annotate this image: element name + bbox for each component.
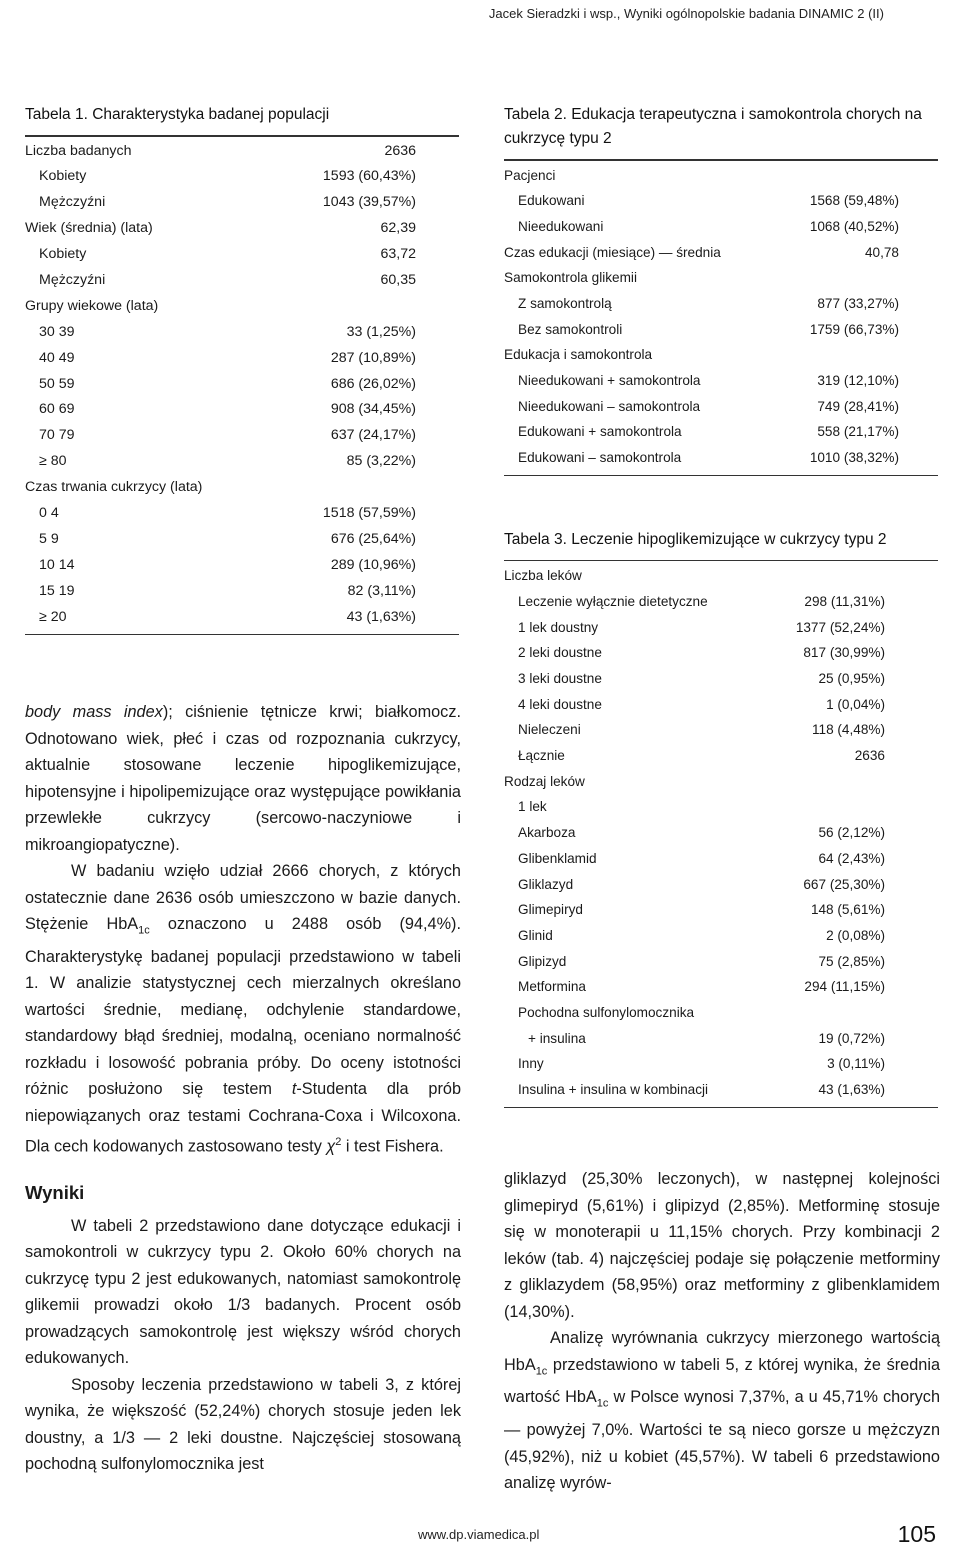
table-row <box>504 692 940 718</box>
row-label: Mężczyźni <box>39 271 106 288</box>
row-label: 4 leki doustne <box>518 696 602 712</box>
table-row <box>504 163 940 189</box>
row-value: 62,39 <box>380 220 416 237</box>
row-value: 2 (0,08%) <box>826 927 885 943</box>
table-row <box>504 794 940 820</box>
row-value: 908 (34,45%) <box>330 401 416 418</box>
footer-url: www.dp.viamedica.pl <box>418 1527 540 1542</box>
row-label: Rodzaj leków <box>504 773 585 789</box>
row-label: Mężczyźni <box>39 194 106 211</box>
table-row <box>504 974 940 1000</box>
table1-bottom-rule <box>25 634 459 635</box>
row-label: Edukacja i samokontrola <box>504 347 653 363</box>
row-label: Grupy wiekowe (lata) <box>25 297 159 314</box>
row-label: Pacjenci <box>504 167 556 183</box>
table-row <box>504 743 940 769</box>
table-row <box>504 240 940 266</box>
table-row <box>25 268 461 294</box>
table2-caption: Tabela 2. Edukacja terapeutyczna i samokontrola chorych na cukrzycę typu 2 <box>504 106 922 147</box>
table-row <box>25 475 461 501</box>
row-value: 817 (30,99%) <box>803 645 885 661</box>
paragraph-results-1: W tabeli 2 przedstawiono dane dotyczące edukacji i samokontroli w cukrzycy typu 2. Około 60% chorych na cukrzycę typu 2 jest edukowanych, natomiast samokontrolę glikemii prowadzi około 1/3 badanych. Procent osób prowadzących samokontrolę jest większy wśród chorych edukowanych. <box>25 1216 461 1368</box>
row-value: 1759 (66,73%) <box>809 321 899 337</box>
table-row <box>504 1000 940 1026</box>
table-row <box>504 923 940 949</box>
row-value: 82 (3,11%) <box>347 582 416 599</box>
row-value: 558 (21,17%) <box>817 424 899 440</box>
table-row <box>504 317 940 343</box>
left-column <box>25 103 461 635</box>
row-value: 1068 (40,52%) <box>809 218 899 234</box>
paragraph-right-1: gliklazyd (25,30% leczonych), w następnej kolejności glimepiryd (5,61%) i glipizyd (2,85%). Metforminę stosuje się w monoterapii u 11,15% chorych. Przy kombinacji 2 leków (tab. 4) najczęściej podaje się połączenie metforminy z gliklazydem (58,95%) oraz metforminy z glibenklamidem (14,30%). <box>504 1170 940 1321</box>
row-value: 289 (10,96%) <box>330 556 416 573</box>
row-label: 10 14 <box>39 556 75 573</box>
row-label: Glinid <box>518 927 553 943</box>
table-row <box>504 291 940 317</box>
running-head: Jacek Sieradzki i wsp., Wyniki ogólnopolskie badania DINAMIC 2 (II) <box>488 6 884 21</box>
section-heading-wyniki: Wyniki <box>25 1182 85 1204</box>
left-body-text <box>25 699 461 1478</box>
row-label: Gliklazyd <box>518 876 574 892</box>
table-row <box>504 615 940 641</box>
table-row <box>504 820 940 846</box>
page-number: 105 <box>897 1521 936 1547</box>
table-row <box>504 589 940 615</box>
row-value: 63,72 <box>380 246 416 263</box>
row-label: Wiek (średnia) (lata) <box>25 220 153 237</box>
row-value: 43 (1,63%) <box>346 608 416 625</box>
row-label: 15 19 <box>39 582 75 599</box>
row-label: Kobiety <box>39 168 87 185</box>
table-row <box>25 190 461 216</box>
table-row <box>25 346 461 372</box>
row-label: Liczba leków <box>504 568 582 584</box>
row-value: 60,35 <box>380 271 416 288</box>
row-label: Kobiety <box>39 246 87 263</box>
table-row <box>25 423 461 449</box>
row-label: Inny <box>518 1056 544 1072</box>
row-label: ≥ 80 <box>39 453 67 470</box>
row-label: 3 leki doustne <box>518 671 602 686</box>
row-label: Insulina + insulina w kombinacji <box>518 1082 709 1097</box>
table-row <box>504 214 940 240</box>
row-value: 877 (33,27%) <box>817 295 899 311</box>
row-value: 1010 (38,32%) <box>809 450 899 466</box>
row-value: 56 (2,12%) <box>818 825 885 841</box>
row-value: 75 (2,85%) <box>818 953 885 969</box>
row-value: 637 (24,17%) <box>330 427 416 444</box>
row-label: Nieedukowani <box>518 218 604 234</box>
row-label: Metformina <box>518 979 586 995</box>
table-row <box>25 553 461 579</box>
row-value: 33 (1,25%) <box>346 323 416 340</box>
table-row <box>25 294 461 320</box>
row-value: 686 (26,02%) <box>330 375 416 392</box>
paragraph-methods-1: body mass index); ciśnienie tętnicze krwi; białkomocz. Odnotowano wiek, płeć i czas od rozpoznania cukrzycy, aktualnie stosowane leczenie hipoglikemizujące, hipotensyjne i hipolipemizujące oraz występujące powikłania przewlekłe cukrzycy (sercowo-naczyniowe i mikroangiopatyczne). <box>25 703 461 854</box>
row-value: 1377 (52,24%) <box>795 619 885 635</box>
row-label: Liczba badanych <box>25 142 132 159</box>
row-label: ≥ 20 <box>39 608 67 625</box>
table2-body <box>504 161 940 471</box>
table-row <box>504 563 940 589</box>
paragraph-results-2: Sposoby leczenia przedstawiono w tabeli 3, z której wynika, że większość (52,24%) chorych stosuje jeden lek doustny, a 1/3 — 2 leki doustne. Najczęściej stosowaną pochodną sulfonylomocznika jest <box>25 1375 461 1474</box>
row-value: 43 (1,63%) <box>818 1082 885 1097</box>
table-row <box>504 368 940 394</box>
table-row <box>25 397 461 423</box>
row-label: 30 39 <box>39 323 75 340</box>
row-label: Bez samokontroli <box>518 321 623 337</box>
row-label: Z samokontrolą <box>518 295 612 311</box>
row-value: 85 (3,22%) <box>346 453 416 470</box>
row-label: Akarboza <box>518 825 576 841</box>
table-row <box>504 445 940 471</box>
paragraph-right-2: Analizę wyrównania cukrzycy mierzonego wartością HbA$_{1c}$ przedstawiono w tabeli 5, z której wynika, że średnia wartość HbA$_{1c}$ w Polsce wynosi 7,37%, a u 45,71% chorych — powyżej 7,0%. Wartości te są nieco gorsze u mężczyzn (45,92%), niż u kobiet (45,57%). W tabeli 6 przedstawiono analizę wyrów- <box>504 1329 940 1492</box>
row-value: 298 (11,31%) <box>804 593 885 609</box>
table-row <box>504 188 940 214</box>
row-label: Edukowani <box>518 193 585 209</box>
row-label: Nieleczeni <box>518 722 581 738</box>
table-row <box>504 872 940 898</box>
row-value: 3 (0,11%) <box>827 1056 885 1072</box>
table3-bottom-rule <box>504 1107 938 1108</box>
table-row <box>504 666 940 692</box>
row-value: 319 (12,10%) <box>817 373 899 388</box>
row-value: 1043 (39,57%) <box>322 194 416 211</box>
row-label: Glibenklamid <box>518 850 597 866</box>
row-label: Nieedukowani + samokontrola <box>518 373 701 388</box>
row-label: 70 79 <box>39 427 75 444</box>
table1-caption: Tabela 1. Charakterystyka badanej populacji <box>25 106 330 123</box>
table-row <box>504 394 940 420</box>
row-label: + insulina <box>528 1030 586 1046</box>
row-label: Czas edukacji (miesiące) — średnia <box>504 244 721 260</box>
table-row <box>25 449 461 475</box>
row-label: Nieedukowani – samokontrola <box>518 398 701 414</box>
table3-body <box>504 561 940 1102</box>
table-row <box>504 717 940 743</box>
table-row <box>25 527 461 553</box>
row-label: 5 9 <box>39 530 59 547</box>
table-row <box>504 1026 940 1052</box>
table1-body <box>25 137 461 631</box>
row-value: 1 (0,04%) <box>826 696 885 712</box>
table-row <box>504 1077 940 1103</box>
row-label: 2 leki doustne <box>518 645 602 661</box>
row-label: Pochodna sulfonylomocznika <box>518 1004 695 1020</box>
table2-bottom-rule <box>504 475 938 476</box>
row-value: 40,78 <box>864 244 899 260</box>
table-row <box>504 640 940 666</box>
row-value: 1593 (60,43%) <box>322 168 416 185</box>
row-label: Edukowani – samokontrola <box>518 450 682 466</box>
row-label: 1 lek <box>518 799 547 815</box>
table-row <box>25 372 461 398</box>
row-label: Samokontrola glikemii <box>504 270 637 286</box>
table-row <box>25 164 461 190</box>
table-row <box>504 1051 940 1077</box>
row-label: 0 4 <box>39 504 59 521</box>
row-value: 1518 (57,59%) <box>322 504 416 521</box>
row-value: 25 (0,95%) <box>818 671 885 686</box>
table-row <box>25 216 461 242</box>
row-label: Leczenie wyłącznie dietetyczne <box>518 593 708 609</box>
row-value: 148 (5,61%) <box>810 902 885 918</box>
row-value: 2636 <box>854 748 885 764</box>
table-row <box>504 419 940 445</box>
table-row <box>504 769 940 795</box>
row-value: 749 (28,41%) <box>817 398 899 414</box>
table-row <box>25 605 461 631</box>
row-value: 287 (10,89%) <box>330 349 416 366</box>
table3-caption: Tabela 3. Leczenie hipoglikemizujące w cukrzycy typu 2 <box>504 530 887 548</box>
row-label: Łącznie <box>518 748 565 764</box>
row-label: 40 49 <box>39 349 75 366</box>
row-value: 2636 <box>384 142 416 159</box>
row-label: 1 lek doustny <box>518 619 599 635</box>
table-row <box>504 949 940 975</box>
row-label: 60 69 <box>39 401 75 418</box>
table-row <box>25 139 461 165</box>
row-value: 1568 (59,48%) <box>809 193 899 209</box>
row-value: 676 (25,64%) <box>330 530 416 547</box>
row-label: Edukowani + samokontrola <box>518 424 682 440</box>
row-label: Glipizyd <box>518 953 567 969</box>
row-value: 19 (0,72%) <box>818 1030 885 1046</box>
table-row <box>504 846 940 872</box>
row-label: Czas trwania cukrzycy (lata) <box>25 479 203 496</box>
table-row <box>504 265 940 291</box>
table-row <box>25 242 461 268</box>
row-value: 64 (2,43%) <box>818 850 885 866</box>
table-row <box>25 501 461 527</box>
paragraph-methods-2: W badaniu wzięło udział 2666 chorych, z których ostatecznie dane 2636 osób umieszczono w bazie danych. Stężenie HbA$_{1c}$ oznaczono u 2488 osób (94,4%). Charakterystykę badanej populacji przedstawiono w tabeli 1. W analizie statystycznej cech mierzalnych określano wartości średnie, medianę, odchylenie standardowe, standardowy błąd średniej, modalną, oceniano normalność rozkładu i losowość pobrania próby. Do oceny istotności różnic posłużono się testem t-Studenta dla prób niepowiązanych oraz testami Cochrana-Coxa i Wilcoxona. Dla cech kodowanych zastosowano testy $\chi^2$ i test Fishera. <box>25 862 462 1156</box>
row-label: 50 59 <box>39 375 75 392</box>
row-value: 294 (11,15%) <box>804 979 885 995</box>
table-row <box>25 320 461 346</box>
row-value: 667 (25,30%) <box>803 876 885 892</box>
table-row <box>504 897 940 923</box>
row-label: Glimepiryd <box>518 902 583 918</box>
right-body-text <box>504 1166 940 1497</box>
table-row <box>504 342 940 368</box>
row-value: 118 (4,48%) <box>811 722 885 738</box>
right-column-tables <box>504 103 940 1108</box>
table-row <box>25 579 461 605</box>
